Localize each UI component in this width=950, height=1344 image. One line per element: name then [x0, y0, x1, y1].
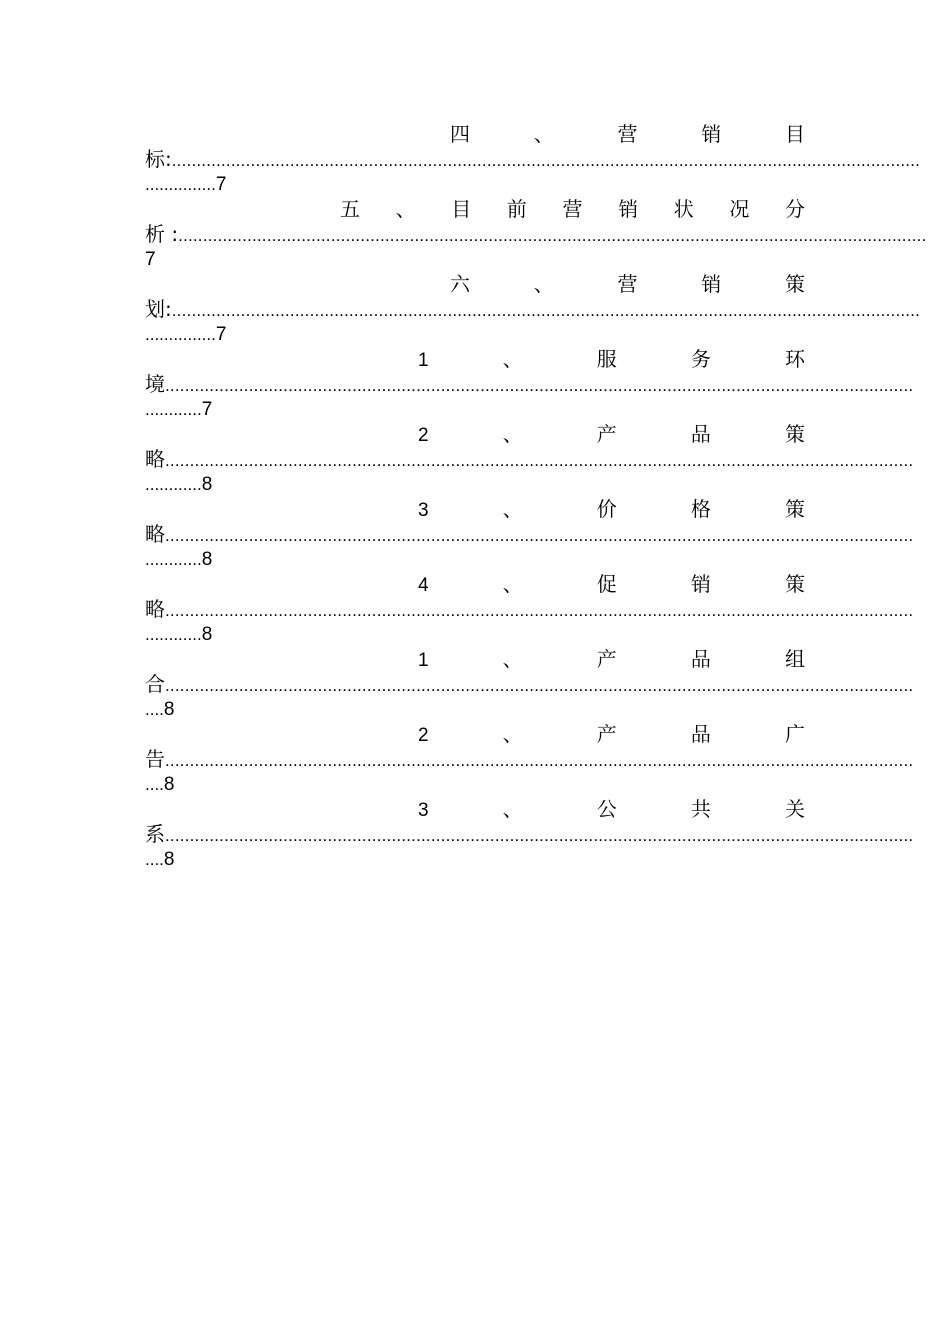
toc-heading-char: 2: [418, 425, 429, 446]
page-number: 7: [145, 249, 156, 270]
toc-leader-line: [145, 447, 914, 472]
toc-heading-char: 产: [596, 422, 617, 446]
toc-heading-char: 营: [617, 272, 638, 296]
toc-heading-char: 3: [418, 500, 429, 521]
toc-heading-char: 品: [690, 422, 711, 446]
toc-entry[interactable]: [145, 122, 921, 197]
toc-page-line: [145, 397, 805, 422]
toc-page-line: [145, 847, 805, 872]
toc-heading-tail: 析 :: [145, 222, 179, 246]
table-of-contents: [145, 122, 927, 872]
toc-heading-char: 1: [418, 350, 429, 371]
toc-heading-char: 产: [596, 647, 617, 671]
toc-heading-char: 分: [785, 197, 805, 221]
toc-page-line: [145, 322, 805, 347]
toc-entry[interactable]: [145, 797, 914, 872]
toc-page-line: [145, 247, 805, 272]
toc-heading-line: [145, 722, 805, 747]
toc-heading-tail: 略: [145, 447, 165, 471]
toc-heading-char: 策: [784, 422, 805, 446]
toc-heading-char: 策: [785, 272, 805, 296]
toc-leader-line: [145, 597, 914, 622]
toc-leader-line: [145, 222, 927, 247]
toc-heading-line: [145, 122, 805, 147]
toc-heading-char: 、: [502, 572, 523, 596]
toc-heading-char: 销: [690, 572, 711, 596]
dot-leader-tail: ...............: [145, 175, 216, 194]
toc-heading-line: [145, 422, 805, 447]
page-number: 8: [163, 699, 175, 720]
toc-heading-line: [145, 272, 805, 297]
toc-heading-char: 产: [596, 722, 617, 746]
toc-entry[interactable]: [145, 347, 914, 422]
toc-heading-char: 营: [562, 197, 583, 221]
toc-heading-tail: 划:: [145, 297, 172, 321]
dot-leader: ........................................................................................................................................................: [165, 601, 914, 620]
dot-leader-tail: ....: [145, 775, 164, 794]
page-number: 8: [201, 549, 213, 570]
toc-heading-char: 销: [701, 272, 722, 296]
toc-heading-line: [145, 197, 805, 222]
toc-heading-char: 、: [395, 197, 416, 221]
toc-entry[interactable]: [145, 272, 921, 347]
dot-leader: ........................................................................................................................................................: [165, 826, 914, 845]
toc-heading-char: 服: [596, 347, 617, 371]
toc-page-line: [145, 772, 805, 797]
toc-entry[interactable]: [145, 497, 914, 572]
toc-heading-char: 公: [596, 797, 617, 821]
toc-heading-tail: 略: [145, 522, 165, 546]
toc-heading-tail: 告: [145, 747, 165, 771]
page-number: 8: [201, 624, 213, 645]
dot-leader: ........................................................................................................................................................: [165, 676, 914, 695]
page-number: 8: [163, 774, 175, 795]
page-number: 8: [163, 849, 175, 870]
toc-heading-char: 2: [418, 725, 429, 746]
dot-leader: ........................................................................................................................................................: [165, 451, 914, 470]
dot-leader-tail: ............: [145, 625, 202, 644]
dot-leader: ........................................................................................................................................................: [171, 301, 921, 320]
toc-heading-line: [145, 797, 805, 822]
toc-heading-char: 4: [418, 575, 429, 596]
dot-leader-tail: ....: [145, 850, 164, 869]
dot-leader-tail: ............: [145, 475, 202, 494]
toc-leader-line: [145, 297, 921, 322]
toc-heading-char: 促: [596, 572, 617, 596]
toc-heading-char: 、: [533, 272, 554, 296]
toc-heading-line: [145, 347, 805, 372]
toc-heading-char: 格: [690, 497, 711, 521]
toc-heading-char: 、: [502, 647, 523, 671]
toc-heading-char: 四: [450, 122, 470, 146]
dot-leader: ........................................................................................................................................................: [165, 751, 914, 770]
dot-leader-tail: ............: [145, 550, 202, 569]
toc-page-line: [145, 547, 805, 572]
toc-leader-line: [145, 372, 914, 397]
toc-page-line: [145, 472, 805, 497]
toc-heading-char: 况: [729, 197, 750, 221]
toc-heading-char: 目: [451, 197, 472, 221]
toc-heading-char: 品: [690, 647, 711, 671]
toc-heading-char: 广: [784, 722, 805, 746]
toc-page-line: [145, 622, 805, 647]
toc-entry[interactable]: [145, 647, 914, 722]
toc-heading-line: [145, 497, 805, 522]
toc-heading-char: 环: [784, 347, 805, 371]
page-number: 7: [201, 399, 213, 420]
toc-heading-char: 、: [502, 722, 523, 746]
toc-page-line: [145, 172, 805, 197]
dot-leader: ........................................................................................................................................................: [178, 226, 927, 245]
toc-heading-char: 3: [418, 800, 429, 821]
toc-heading-char: 品: [690, 722, 711, 746]
toc-heading-char: 前: [506, 197, 527, 221]
toc-heading-char: 组: [784, 647, 805, 671]
toc-entry[interactable]: [145, 572, 914, 647]
toc-heading-line: [145, 647, 805, 672]
toc-heading-char: 、: [502, 422, 523, 446]
toc-page-line: [145, 697, 805, 722]
toc-heading-char: 状: [673, 197, 694, 221]
dot-leader: ........................................................................................................................................................: [165, 376, 914, 395]
toc-leader-line: [145, 522, 914, 547]
toc-heading-tail: 略: [145, 597, 165, 621]
toc-leader-line: [145, 747, 914, 772]
page-number: 7: [215, 324, 227, 345]
dot-leader: ........................................................................................................................................................: [171, 151, 921, 170]
toc-leader-line: [145, 147, 921, 172]
toc-heading-char: 策: [784, 497, 805, 521]
toc-heading-char: 销: [701, 122, 722, 146]
toc-heading-tail: 境: [145, 372, 165, 396]
page-number: 7: [215, 174, 227, 195]
toc-entry[interactable]: [145, 422, 914, 497]
toc-heading-char: 五: [340, 197, 360, 221]
toc-heading-tail: 合: [145, 672, 165, 696]
toc-heading-tail: 系: [145, 822, 165, 846]
toc-heading-char: 销: [618, 197, 639, 221]
toc-heading-char: 目: [785, 122, 805, 146]
dot-leader-tail: ...............: [145, 325, 216, 344]
page-number: 8: [201, 474, 213, 495]
toc-heading-char: 关: [784, 797, 805, 821]
toc-heading-char: 、: [533, 122, 554, 146]
dot-leader-tail: ....: [145, 700, 164, 719]
toc-heading-char: 、: [502, 797, 523, 821]
toc-entry[interactable]: [145, 197, 927, 272]
toc-heading-char: 价: [596, 497, 617, 521]
toc-heading-char: 共: [690, 797, 711, 821]
toc-heading-char: 六: [450, 272, 470, 296]
toc-leader-line: [145, 672, 914, 697]
toc-entry[interactable]: [145, 722, 914, 797]
dot-leader-tail: ............: [145, 400, 202, 419]
toc-heading-char: 营: [617, 122, 638, 146]
toc-heading-tail: 标:: [145, 147, 172, 171]
toc-heading-line: [145, 572, 805, 597]
toc-leader-line: [145, 822, 914, 847]
toc-heading-char: 、: [502, 497, 523, 521]
toc-heading-char: 务: [690, 347, 711, 371]
toc-heading-char: 1: [418, 650, 429, 671]
toc-heading-char: 策: [784, 572, 805, 596]
toc-heading-char: 、: [502, 347, 523, 371]
dot-leader: ........................................................................................................................................................: [165, 526, 914, 545]
